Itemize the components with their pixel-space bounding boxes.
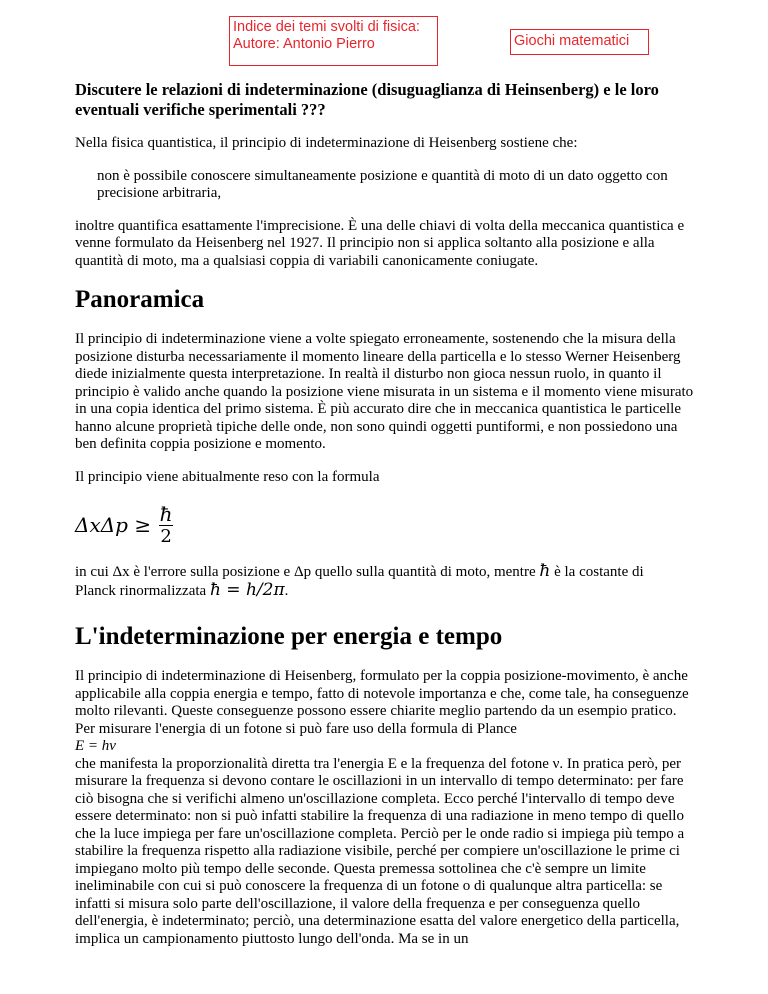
- index-link-line1: Indice dei temi svolti di fisica:: [233, 19, 420, 35]
- hbar-symbol: ħ: [539, 561, 551, 581]
- hbar-definition: ħ = h/2π: [209, 579, 285, 600]
- formula-numerator: ħ: [159, 501, 173, 526]
- energy-time-paragraph: [75, 668, 695, 948]
- intro-paragraph: Nella fisica quantistica, il principio di indeterminazione di Heisenberg sostiene che:: [75, 135, 578, 151]
- intro-paragraph-2: inoltre quantifica esattamente l'imprecisione. È una delle chiavi di volta della meccanica quantistica e venne formulato da Heisenberg nel 1927. Il principio non si applica soltanto alla posizione e alla quantità di moto, ma a qualsiasi coppia di variabili canonicamente coniugate.: [75, 217, 685, 269]
- formula-lhs: ΔxΔp ≥: [75, 513, 152, 537]
- energy-time-text-1: Il principio di indeterminazione di Heisenberg, formulato per la coppia posizione-movimento, è anche applicabile alla coppia energia e tempo, fatto di notevole importanza e che, come tale, ha conseguenze molto rilevanti. Queste conseguenze possono essere chiarite meglio partendo da un esempio pratico. Per misurare l'energia di un fotone si può fare uso della formula di Plance: [75, 668, 689, 737]
- games-link[interactable]: Giochi matematici: [510, 29, 649, 55]
- document-body: [75, 80, 695, 963]
- period: .: [284, 582, 289, 599]
- index-link-line2: Autore: Antonio Pierro: [233, 36, 375, 52]
- uncertainty-formula: [75, 501, 695, 549]
- explanation-text-a: in cui Δx è l'errore sulla posizione e Δp quello sulla quantità di moto, mentre: [75, 564, 536, 580]
- planck-formula: E = hν: [75, 738, 116, 754]
- formula-explanation: [75, 563, 695, 600]
- formula-fraction: [159, 503, 173, 548]
- panoramica-paragraph: Il principio di indeterminazione viene a volte spiegato erroneamente, sostenendo che la misura della posizione disturba necessariamente il momento lineare della particella e lo stesso Werner Heisenberg diede inizialmente questa interpretazione. In realtà il disturbo non gioca nessun ruolo, in quanto il principio è valido anche quando la posizione viene misurata in un sistema e il momento viene misurato in una copia identica del primo sistema. È più accurato dire che in meccanica quantistica le particelle hanno alcune proprietà tipiche delle onde, non sono quindi oggetti puntiformi, e non possiedono una ben definita coppia posizione e momento.: [75, 331, 694, 452]
- explanation-text-c: Planck rinormalizzata: [75, 582, 207, 599]
- principle-quote: non è possibile conoscere simultaneamente posizione e quantità di moto di un dato oggetto con precisione arbitraria,: [97, 167, 668, 201]
- energy-time-text-2: che manifesta la proporzionalità diretta tra l'energia E e la frequenza del fotone ν. In pratica però, per misurare la frequenza si devono contare le oscillazioni in un intervallo di tempo determinato: per fare ciò bisogna che si verifichi almeno un'oscillazione completa. Ecco perché l'intervallo di tempo deve essere determinato: non si può infatti stabilire la frequenza di una radiazione in meno tempo di quello che la luce impiega per fare un'oscillazione completa. Perciò per le onde radio si impiega più tempo a stabilire la frequenza rispetto alla radiazione visibile, perché per compiere un'oscillazione le prime ci impiegano molto più tempo delle seconde. Questa premessa sottolinea che c'è sempre un limite ineliminabile con cui si può conoscere la frequenza di un fotone o di qualunque altra particella: se infatti si misura solo parte dell'oscillazione, il valore della frequenza e per conseguenza quello dell'energia, è indeterminato; perciò, una determinazione esatta del valore energetico della particella, implica un campionamento piuttosto lungo dell'onda. Ma se in un: [75, 755, 685, 947]
- document-title: Discutere le relazioni di indeterminazione (disuguaglianza di Heinsenberg) e le loro eventuali verifiche sperimentali ???: [75, 80, 659, 119]
- explanation-text-b: è la costante di: [554, 564, 644, 580]
- section-heading-panoramica: Panoramica: [75, 286, 205, 313]
- formula-intro: Il principio viene abitualmente reso con la formula: [75, 468, 380, 485]
- index-link[interactable]: [229, 16, 438, 66]
- section-heading-energy-time: L'indeterminazione per energia e tempo: [75, 623, 503, 650]
- formula-denominator: 2: [160, 525, 172, 547]
